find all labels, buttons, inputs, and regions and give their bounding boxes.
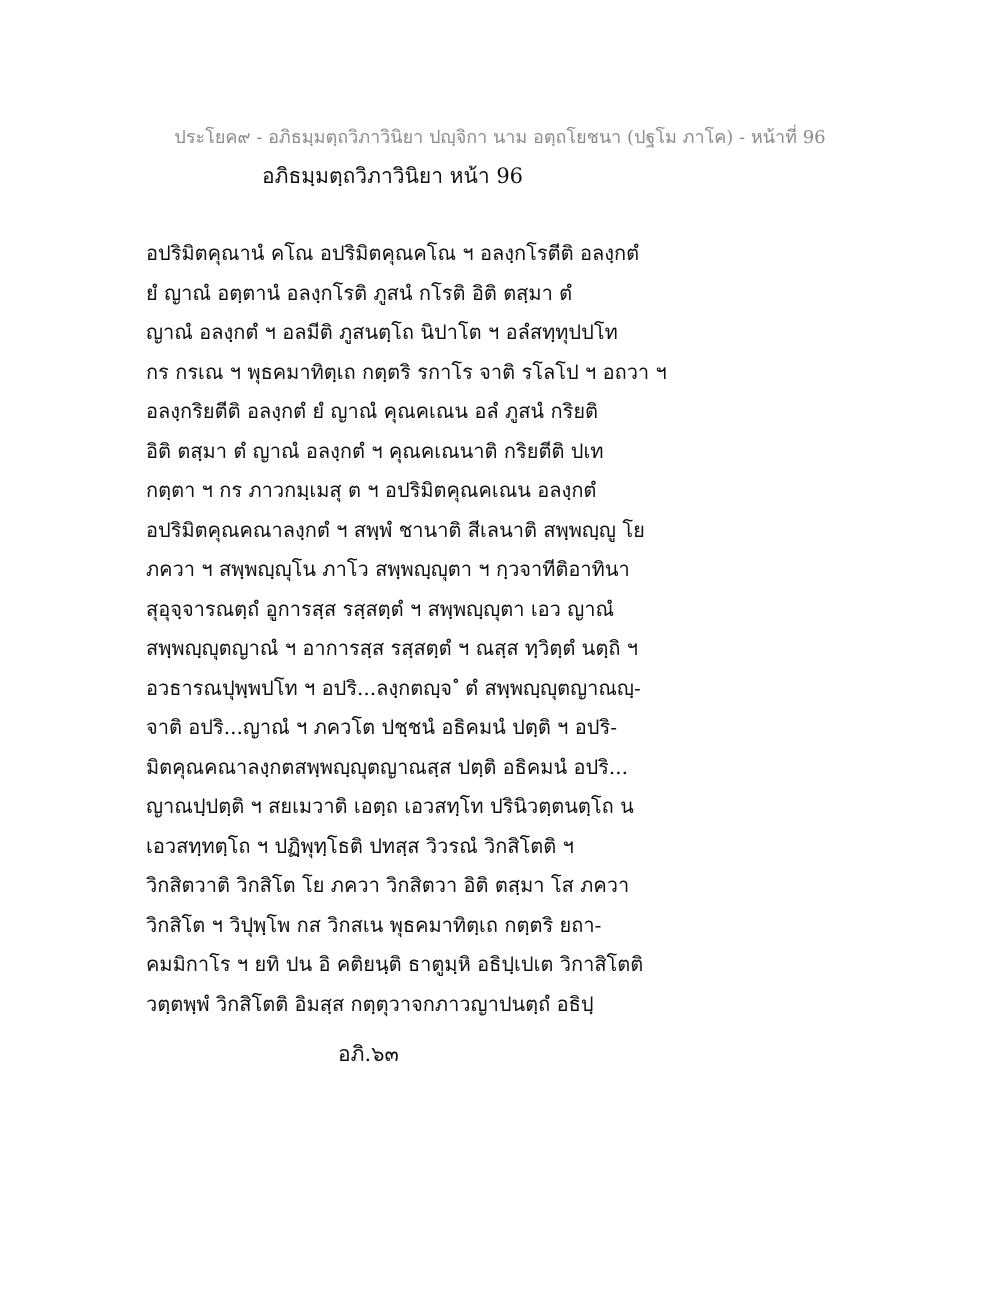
text-line: อลงฺกริยตีติ อลงฺกตํ ยํ ญาณํ คุณคเณน อลํ ภูสนํ กริยติ [146,399,599,423]
text-line: สุอุจฺจารณตฺถํ อูการสฺส รสฺสตฺตํ ฯ สพฺพญฺญุตา เอว ญาณํ [146,596,615,621]
text-line: ภควา ฯ สพฺพญฺญุโน ภาโว สพฺพญฺญุตา ฯ กฺวจาทีติอาทินา [146,557,630,581]
text-line: วตฺตพฺพํ วิกสิโตติ อิมสฺส กตฺตุวาจกภาวญาปนตฺถํ อธิปฺ [146,991,594,1016]
text-line: กร กรเณ ฯ พุธคมาทิตฺเถ กตฺตริ รกาโร จาติ รโลโป ฯ อถวา ฯ [146,359,667,384]
text-line: ญาณํ อลงฺกตํ ฯ อลมีติ ภูสนตฺโถ นิปาโต ฯ อลํสทฺทุปปโท [146,320,618,344]
text-line: วิกสิตวาติ วิกสิโต โย ภควา วิกสิตวา อิติ ตสฺมา โส ภควา [146,873,630,897]
text-line: อิติ ตสฺมา ตํ ญาณํ อลงฺกตํ ฯ คุณคเณนาติ กริยตีติ ปเท [146,438,604,463]
body-text [146,234,686,1024]
text-line: อปริมิตคุณานํ คโณ อปริมิตคุณคโณ ฯ อลงฺกโรตีติ อลงฺกตํ [146,241,640,265]
text-line: เอวสทฺทตฺโถ ฯ ปฏิพุทฺโธติ ปทสฺส วิวรณํ วิกสิโตติ ฯ [146,833,574,858]
running-header: ประโยค๙ - อภิธมฺมตฺถวิภาวินิยา ปญฺจิกา นาม อตฺถโยชนา (ปฐโม ภาโค) - หน้าที่ 96 [174,127,826,148]
text-line: ยํ ญาณํ อตฺตานํ อลงฺกโรติ ภูสนํ กโรติ อิติ ตสฺมา ตํ [146,280,573,305]
page-marker: อภิ.๖๓ [338,1042,399,1066]
text-line: กตฺตา ฯ กร ภาวกมฺเมสุ ต ฯ อปริมิตคุณคเณน อลงฺกตํ [146,478,597,502]
text-line: คมมิกาโร ฯ ยทิ ปน อิ คติยนฺติ ธาตูมฺหิ อธิปฺเปเต วิกาสิโตติ [146,952,644,976]
text-line: จาติ อปริ...ญาณํ ฯ ภควโต ปชฺชนํ อธิคมนํ ปตฺติ ฯ อปริ- [146,715,617,739]
text-line: วิกสิโต ฯ วิปุพฺโพ กส วิกสเน พุธคมาทิตฺเถ กตฺตริ ยถา- [146,912,602,937]
text-line: ญาณปฺปตฺติ ฯ สยเมวาติ เอตฺถ เอวสทฺโท ปรินิวตฺตนตฺโถ น [146,794,634,818]
page-title: อภิธมฺมตฺถวิภาวินิยา หน้า 96 [262,164,524,188]
text-line: อวธารณปุพฺพปโท ฯ อปริ...ลงฺกตญฺจ ํ ตํ สพฺพญฺญุตญาณญฺ- [146,675,641,700]
text-line: อปริมิตคุณคณาลงฺกตํ ฯ สพฺพํ ชานาติ สีเลนาติ สพฺพญฺญู โย [146,517,645,542]
text-line: สพฺพญฺญุตญาณํ ฯ อาการสฺส รสฺสตฺตํ ฯ ณสฺส ทฺวิตฺตํ นตฺถิ ฯ [146,636,639,660]
text-line: มิตคุณคณาลงฺกตสพฺพญฺญุตญาณสฺส ปตฺติ อธิคมนํ อปริ... [146,754,628,779]
